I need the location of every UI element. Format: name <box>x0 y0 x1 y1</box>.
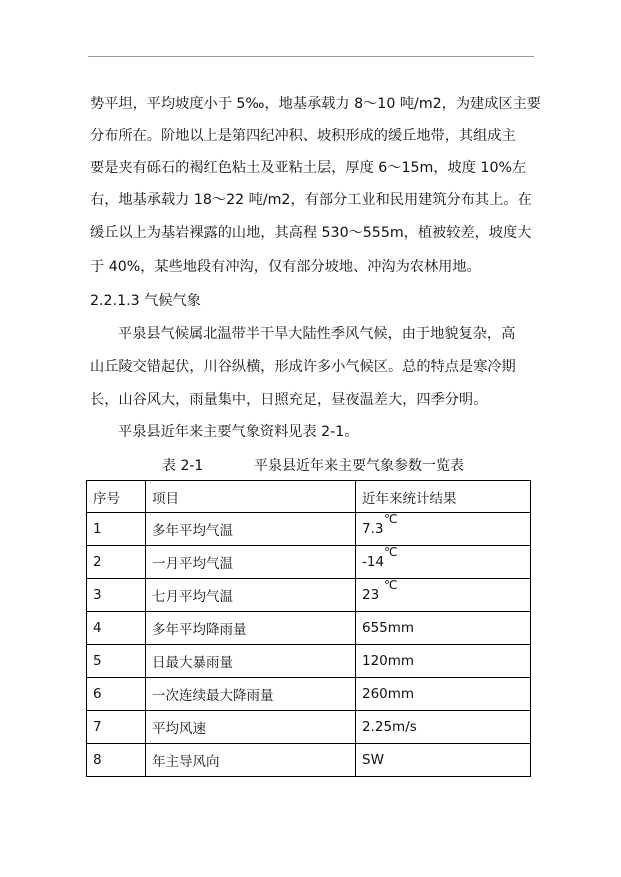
cell-result <box>356 546 531 579</box>
cell-no: 7 <box>87 711 146 744</box>
weather-table <box>86 480 531 777</box>
result-value: -14 <box>362 554 385 570</box>
result-value: 2.25m/s <box>362 719 417 735</box>
result-value-wrap <box>362 719 417 735</box>
cell-item: 一次连续最大降雨量 <box>146 678 356 711</box>
cell-no: 6 <box>87 678 146 711</box>
section-heading: 2.2.1.3 气候气象 <box>90 293 201 309</box>
table-row <box>87 513 531 546</box>
paragraph-line: 右，地基承载力 18～22 吨/m2，有部分工业和民用建筑分布其上。在 <box>90 192 532 208</box>
cell-result <box>356 744 531 777</box>
result-value-wrap <box>362 686 414 702</box>
cell-item: 多年平均气温 <box>146 513 356 546</box>
result-value-wrap <box>362 578 398 603</box>
result-unit: ℃ <box>384 578 398 592</box>
paragraph-line: 要是夹有砾石的褐红色粘土及亚粘土层，厚度 6～15m，坡度 10%左 <box>90 160 527 176</box>
table-row <box>87 645 531 678</box>
header-result: 近年来统计结果 <box>356 481 531 513</box>
table-row <box>87 711 531 744</box>
paragraph-line: 平泉县近年来主要气象资料见表 2-1。 <box>118 424 359 440</box>
result-value: 23 <box>362 587 380 603</box>
result-value: 260mm <box>362 686 415 702</box>
result-value-wrap <box>362 620 414 636</box>
table-row <box>87 744 531 777</box>
result-value-wrap <box>362 545 398 570</box>
cell-result <box>356 612 531 645</box>
table-row <box>87 579 531 612</box>
cell-result <box>356 711 531 744</box>
table-row <box>87 612 531 645</box>
result-value-wrap <box>362 512 398 537</box>
cell-item: 平均风速 <box>146 711 356 744</box>
cell-result <box>356 513 531 546</box>
header-rule <box>88 56 534 57</box>
paragraph-line: 平泉县气候属北温带半干旱大陆性季风气候，由于地貌复杂，高 <box>118 326 516 342</box>
paragraph-line: 缓丘以上为基岩裸露的山地，其高程 530～555m，植被较差，坡度大 <box>90 225 532 241</box>
cell-no: 2 <box>87 546 146 579</box>
result-value: 7.3 <box>362 521 384 537</box>
table-header-row <box>87 481 531 513</box>
cell-no: 5 <box>87 645 146 678</box>
cell-item: 多年平均降雨量 <box>146 612 356 645</box>
table-caption-id: 表 2-1 <box>162 458 204 474</box>
result-value: 655mm <box>362 620 415 636</box>
result-value-wrap <box>362 653 414 669</box>
result-unit: ℃ <box>384 512 398 526</box>
header-no: 序号 <box>87 481 146 513</box>
paragraph-line: 分布所在。阶地以上是第四纪冲积、坡积形成的缓丘地带，其组成主 <box>90 128 516 144</box>
cell-no: 3 <box>87 579 146 612</box>
result-value: SW <box>362 752 384 768</box>
paragraph-line: 于 40%，某些地段有冲沟，仅有部分坡地、冲沟为农林用地。 <box>90 259 481 275</box>
paragraph-line: 长，山谷风大，雨量集中，日照充足，昼夜温差大，四季分明。 <box>90 392 488 408</box>
table-row <box>87 546 531 579</box>
cell-result <box>356 579 531 612</box>
table-caption-title: 平泉县近年来主要气象参数一览表 <box>254 458 464 474</box>
cell-item: 年主导风向 <box>146 744 356 777</box>
header-item: 项目 <box>146 481 356 513</box>
paragraph-line: 山丘陵交错起伏，川谷纵横，形成许多小气候区。总的特点是寒冷期 <box>90 359 516 375</box>
cell-no: 8 <box>87 744 146 777</box>
cell-result <box>356 678 531 711</box>
cell-item: 七月平均气温 <box>146 579 356 612</box>
cell-item: 日最大暴雨量 <box>146 645 356 678</box>
paragraph-line: 势平坦，平均坡度小于 5‰，地基承载力 8～10 吨/m2，为建成区主要 <box>90 96 541 112</box>
cell-no: 4 <box>87 612 146 645</box>
table-row <box>87 678 531 711</box>
result-value: 120mm <box>362 653 415 669</box>
cell-result <box>356 645 531 678</box>
result-unit: ℃ <box>384 545 398 559</box>
result-value-wrap <box>362 752 384 768</box>
cell-item: 一月平均气温 <box>146 546 356 579</box>
cell-no: 1 <box>87 513 146 546</box>
